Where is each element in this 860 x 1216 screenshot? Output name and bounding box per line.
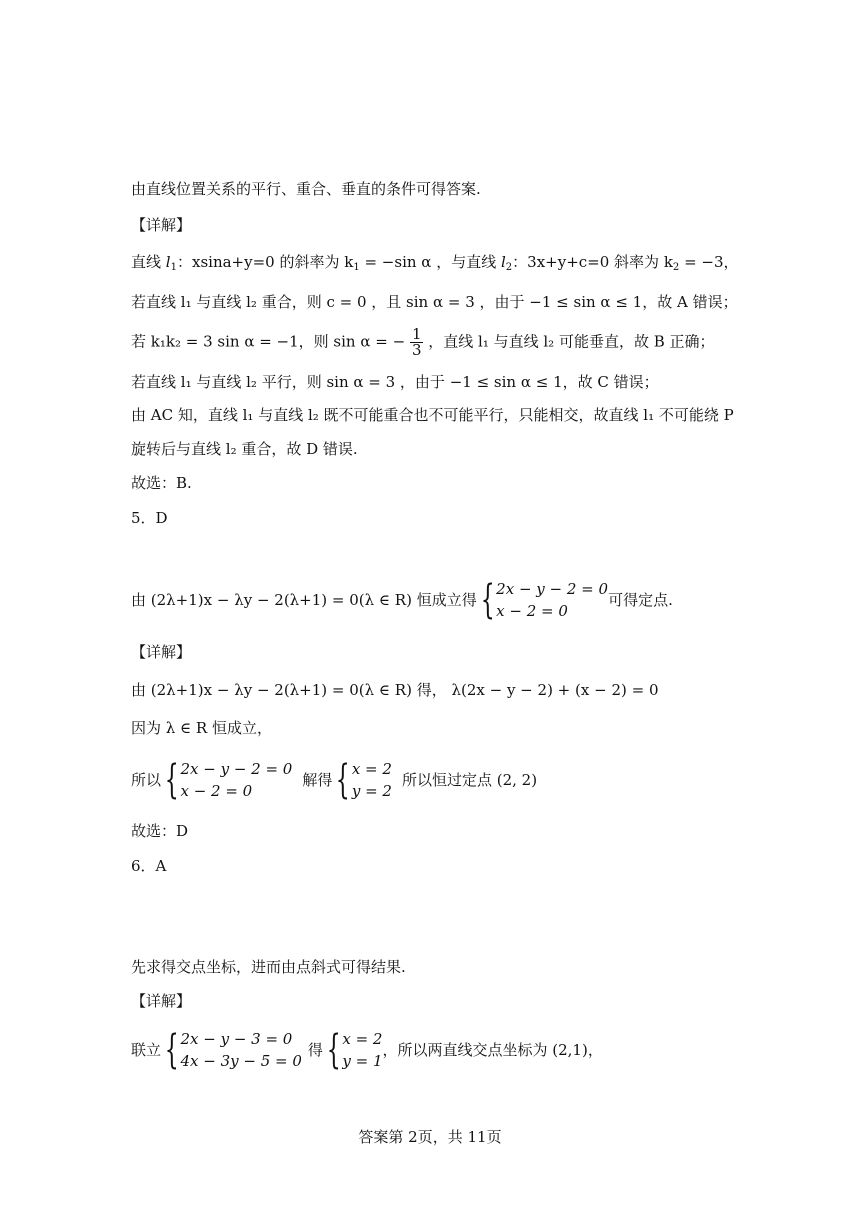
text-line: 联立 { 2x − y − 3 = 0 4x − 3y − 5 = 0 得 { x = 2 y = 1 ，所以两直线交点坐标为 (2,1)， [131, 1027, 603, 1073]
text-line: 若 k₁k₂ = 3 sin α = −1，则 sin α = − $\frac{1}{3}$ ，直线 l₁ 与直线 l₂ 可能垂直，故 B 正确； [131, 325, 715, 359]
question-answer: 6．A [131, 857, 167, 875]
text-line: 由直线位置关系的平行、重合、垂直的条件可得答案. [131, 180, 481, 198]
text-line: 若直线 l₁ 与直线 l₂ 平行，则 sin α = 3 ，由于 −1 ≤ sin α ≤ 1，故 C 错误； [131, 373, 659, 391]
text-line: 故选：B. [131, 474, 192, 492]
equation-system: x = 2 y = 2 [351, 760, 392, 800]
text-line: 故选：D [131, 822, 189, 840]
text-line: 由 AC 知，直线 l₁ 与直线 l₂ 既不可能重合也不可能平行，只能相交，故直线 l₁ 不可能绕 P [131, 406, 734, 424]
text-line: 由 (2λ+1)x − λy − 2(λ+1) = 0(λ ∈ R) 得， λ(2x − y − 2) + (x − 2) = 0 [131, 681, 659, 699]
text-line: 由 (2λ+1)x − λy − 2(λ+1) = 0(λ ∈ R) 恒成立得 { 2x − y − 2 = 0 x − 2 = 0 可得定点. [131, 577, 673, 623]
section-heading-detail: 【详解】 [131, 216, 192, 234]
equation-system: 2x − y − 2 = 0 x − 2 = 0 [496, 580, 609, 620]
page-footer: 答案第 2页，共 11页 [358, 1128, 502, 1146]
question-answer: 5．D [131, 509, 168, 527]
equation-system: 2x − y − 2 = 0 x − 2 = 0 [180, 760, 293, 800]
text-line: 若直线 l₁ 与直线 l₂ 重合，则 c = 0 ，且 sin α = 3 ，由于 −1 ≤ sin α ≤ 1，故 A 错误； [131, 293, 738, 311]
equation-system: 2x − y − 3 = 0 4x − 3y − 5 = 0 [180, 1030, 302, 1070]
text-line: 因为 λ ∈ R 恒成立， [131, 719, 272, 737]
section-heading-detail: 【详解】 [131, 992, 192, 1010]
fraction: $\frac{1}{3}$ [411, 325, 422, 359]
equation-system: x = 2 y = 1 [342, 1030, 383, 1070]
text-line: 旋转后与直线 l₂ 重合，故 D 错误. [131, 440, 358, 458]
text-line: 先求得交点坐标，进而由点斜式可得结果. [131, 958, 406, 976]
section-heading-detail: 【详解】 [131, 643, 192, 661]
text-line: 所以 { 2x − y − 2 = 0 x − 2 = 0 解得 { x = 2 y = 2 所以恒过定点 (2, 2) [131, 757, 538, 803]
text-line: 直线 $l_1$：xsina+y=0 的斜率为 $k_1 = -\sin$ α ，与直线 $l_2$：3x+y+c=0 斜率为 $k_2 = -3$， [131, 253, 739, 273]
